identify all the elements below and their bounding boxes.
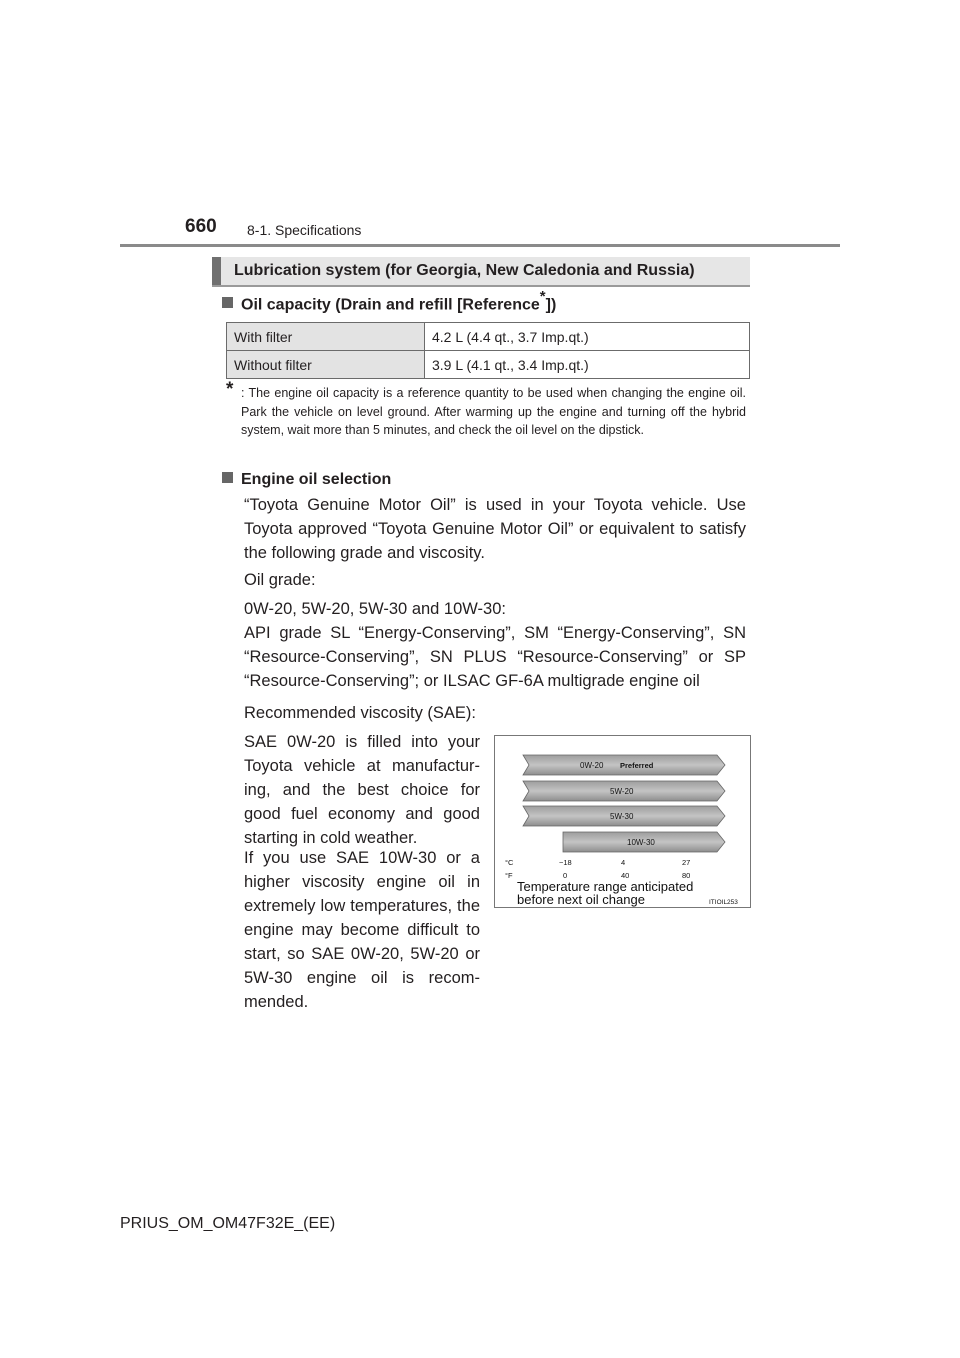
square-bullet-icon (222, 472, 233, 483)
fahrenheit-unit: °F (505, 871, 513, 880)
tick-c-minus18: −18 (559, 858, 572, 867)
oil-grade-label: Oil grade: (244, 571, 316, 589)
viscosity-chart (494, 735, 751, 908)
bar-0w-20 (523, 755, 725, 775)
section-breadcrumb: 8-1. Specifications (247, 222, 362, 238)
bar-5w-30 (523, 806, 725, 826)
table-row (227, 351, 750, 379)
oil-capacity-heading (222, 290, 556, 314)
chart-caption-line2: before next oil change (517, 892, 645, 907)
oil-selection-heading-text: Engine oil selection (241, 471, 392, 488)
row-label: Without filter (227, 351, 425, 379)
bar-label: 0W-20 (580, 761, 604, 770)
row-value: 4.2 L (4.4 qt., 3.7 Imp.qt.) (425, 323, 750, 351)
tick-f-40: 40 (621, 871, 630, 880)
bar-label: 5W-30 (610, 812, 634, 821)
api-grade-text: API grade SL “Energy-Conserving”, SM “Energy-Conserving”, SN “Resource-Conserving”, SN PLUS “Resource-Conserving” or SP “Resource-Conserving”; or ILSAC GF-6A multigrade engine oil (244, 624, 746, 690)
bar-label: 5W-20 (610, 787, 634, 796)
oil-selection-intro: “Toyota Genuine Motor Oil” is used in your Toyota vehicle. Use Toyota approved “Toyota Genuine Motor Oil” or equivalent to satisfy the following grade and viscosity. (244, 496, 746, 562)
chart-caption-line1: Temperature range anticipated (517, 879, 694, 894)
model-code: PRIUS_OM_OM47F32E_(EE) (120, 1215, 336, 1232)
tick-c-4: 4 (621, 858, 626, 867)
oil-capacity-table (226, 322, 750, 379)
oil-capacity-heading-text: Oil capacity (Drain and refill [Reference (241, 296, 540, 314)
capacity-footnote (226, 379, 746, 440)
oil-selection-heading (222, 471, 391, 489)
bar-5w-20 (523, 781, 725, 801)
row-value: 3.9 L (4.1 qt., 3.4 Imp.qt.) (425, 351, 750, 379)
illustration-code: ITIOIL253 (709, 899, 738, 906)
bar-label: 10W-30 (627, 838, 655, 847)
section-title-bar (212, 257, 750, 287)
footnote-star: * (226, 379, 234, 400)
tick-c-27: 27 (682, 858, 691, 867)
reference-star: * (539, 288, 546, 305)
preferred-label: Preferred (620, 761, 654, 770)
celsius-unit: °C (505, 858, 514, 867)
tick-f-80: 80 (682, 871, 691, 880)
oil-capacity-heading-end: ]) (545, 296, 557, 314)
row-label: With filter (227, 323, 425, 351)
square-bullet-icon (222, 297, 233, 308)
footnote-text: : The engine oil capacity is a reference quantity to be used when changing the engine oil. Park the vehicle on level ground. After warming up the engine and turning off the hybrid system, wait more than 5 minutes, and check the oil level on the dipstick. (241, 386, 746, 437)
section-marker (212, 257, 221, 285)
viscosity-label: Recommended viscosity (SAE): (244, 704, 476, 722)
table-row (227, 323, 750, 351)
low-temperature-warning: If you use SAE 10W-30 or a higher viscosity engine oil in extremely low temperatures, the engine may become difficult to start, so SAE 0W-20, 5W-20 or 5W-30 engine oil is recom-mended. (244, 849, 480, 1011)
oil-grades: 0W-20, 5W-20, 5W-30 and 10W-30: (244, 600, 506, 618)
sae-description: SAE 0W-20 is filled into your Toyota vehicle at manufactur-ing, and the best choice for good fuel economy and good starting in cold weather. (244, 733, 480, 847)
tick-f-0: 0 (563, 871, 568, 880)
bar-10w-30 (563, 832, 725, 852)
header-divider (120, 244, 840, 247)
section-title: Lubrication system (for Georgia, New Caledonia and Russia) (234, 262, 695, 279)
page-number: 660 (185, 216, 217, 237)
